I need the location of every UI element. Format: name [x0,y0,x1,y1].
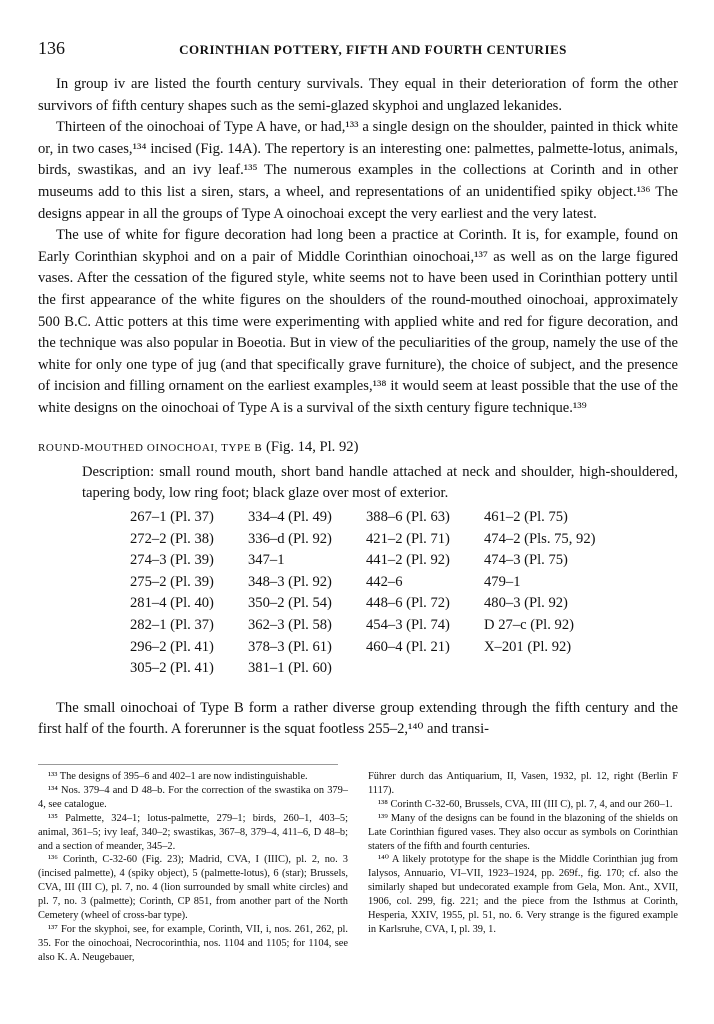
running-title: CORINTHIAN POTTERY, FIFTH AND FOURTH CENTURIES [179,42,567,57]
catalogue-entry: 334–4 (Pl. 49) [248,509,332,526]
catalogue-grid [130,507,678,680]
catalogue-entry [366,658,484,680]
catalogue-entry: 474–3 (Pl. 75) [484,552,568,569]
page [38,38,678,741]
catalogue-entry: 348–3 (Pl. 92) [248,573,332,590]
paragraph: Thirteen of the oinochoai of Type A have, or had,¹³³ a single design on the shoulder, painted in thick white or, in two cases,¹³⁴ incised (Fig. 14A). The repertory is an interesting one: palmettes, palmette-lotus, animals, birds, swastikas, and an ivy leaf.¹³⁵ The numerous examples in the collections at Corinth and in other museums add to this list a siren, stars, a wheel, and representations of an unidentified spiky object.¹³⁶ The designs appear in all the groups of Type A oinochoai except the very earliest and the very latest. [38,119,678,222]
catalogue-entry: 441–2 (Pl. 92) [366,552,450,569]
section-heading [38,437,678,460]
catalogue-entry: 350–2 (Pl. 54) [248,595,332,612]
catalogue-entry: D 27–c (Pl. 92) [484,617,574,634]
catalogue-entry: 275–2 (Pl. 39) [130,573,214,590]
catalogue-entry: 461–2 (Pl. 75) [484,509,568,526]
catalogue-entry: 336–d (Pl. 92) [248,530,332,547]
footnote: ¹⁴⁰ A likely prototype for the shape is the Middle Corinthian jug from Ialysos, Annuario, VI–VII, 1923–1924, pp. 269f., fig. 170; cf. also the similarly shaped but undecorated example from Gela, Mon. Ant., XVII, 1906, col. 299, fig. 221; and the piece from the Isthmus at Corinth, Hesperia, XXIV, 1955, pl. 51, no. 6. Very strange is the figured example in Karlsruhe, CVA, I, pl. 39, 1. [368,854,678,935]
continuation-text [38,698,678,741]
catalogue-entry: 347–1 [248,552,285,569]
catalogue-entry: X–201 (Pl. 92) [484,638,572,655]
footnote: ¹³⁴ Nos. 379–4 and D 48–b. For the correction of the swastika on 379–4, see catalogue. [38,784,348,810]
footnotes-right-column [368,770,678,965]
paragraph: In group iv are listed the fourth century survivals. They equal in their deterioration of form the other survivors of fifth century shapes such as the semi-glazed skyphoi and unglazed lekanides. [38,76,678,114]
catalogue-entry: 479–1 [484,573,521,590]
catalogue-entry: 296–2 (Pl. 41) [130,638,214,655]
catalogue-entry: 454–3 (Pl. 74) [366,617,450,634]
section-description: Description: small round mouth, short band handle attached at neck and shoulder, high-shouldered, tapering body, low ring foot; black glaze over most of exterior. [82,464,678,501]
catalogue-entry: 272–2 (Pl. 38) [130,530,214,547]
main-text [38,74,678,420]
catalogue-entry: 267–1 (Pl. 37) [130,509,214,526]
catalogue-entry: 388–6 (Pl. 63) [366,509,450,526]
paragraph: The use of white for figure decoration had long been a practice at Corinth. It is, for example, found on Early Corinthian skyphoi and on a pair of Middle Corinthian oinochoai,¹³⁷ as well as on the large figured vases. After the cessation of the figured style, white seems not to have been used in Corinthian pottery until the first appearance of the white figures on the shoulders of the round-mouthed oinochoai, approximately 500 B.C. Attic potters at this time were experimenting with applied white and red for figure decoration, and the technique was also popular in Boeotia. But in view of the peculiarities of the group, namely the use of the white for only one type of jug (and that specifically grave furniture), the choice of subject, and the presence of incision and filling ornament on the earliest examples,¹³⁸ it would seem at least possible that the use of the white designs on the oinochoai of Type A is a survival of the sixth century figure technique.¹³⁹ [38,227,678,416]
catalogue-entry: 480–3 (Pl. 92) [484,595,568,612]
catalogue-entry: 448–6 (Pl. 72) [366,595,450,612]
paragraph: The small oinochoai of Type B form a rather diverse group extending through the fifth century and the first half of the fourth. A forerunner is the squat footless 255–2,¹⁴⁰ and transi- [38,699,678,738]
running-header [38,38,678,62]
catalogue-entry: 282–1 (Pl. 37) [130,617,214,634]
footnotes [38,770,678,965]
footnote-continuation: Führer durch das Antiquarium, II, Vasen, 1932, pl. 12, right (Berlin F 1117). [368,771,678,796]
catalogue-entry: 362–3 (Pl. 58) [248,617,332,634]
footnote-rule [38,764,338,765]
footnote: ¹³⁹ Many of the designs can be found in the blazoning of the shields on Late Corinthian figured vases. They also occur as symbols on Corinthian staters of the fifth and fourth centuries. [368,812,678,852]
catalogue-entry [484,658,614,680]
catalogue-entry: 442–6 [366,573,403,590]
catalogue-entry: 381–1 (Pl. 60) [248,660,332,677]
catalogue-entry: 281–4 (Pl. 40) [130,595,214,612]
catalogue-entry: 274–3 (Pl. 39) [130,552,214,569]
footnote: ¹³⁸ Corinth C-32-60, Brussels, CVA, III (III C), pl. 7, 4, and our 260–1. [378,798,673,810]
footnote: ¹³⁶ Corinth, C-32-60 (Fig. 23); Madrid, CVA, I (IIIC), pl. 2, no. 3 (incised palmette), 4 (spiky object), 5 (palmette-lotus), 6 (star); Brussels, CVA, III (III C), pl. 7, no. 4 (lion surrounded by small white circles) and pl. 7, no. 3 (palmette); Corinth, CP 851, from another part of the North Cemetery (wheel of cross-bar type). [38,854,348,922]
footnote: ¹³⁵ Palmette, 324–1; lotus-palmette, 279–1; birds, 260–1, 403–5; animal, 361–5; ivy leaf, 340–2; swastikas, 367–8, 379–4, 411–6, D 48–b; and a section of meander, 345–2. [38,812,348,852]
section-title: ROUND-MOUTHED OINOCHOAI, TYPE B [38,441,263,454]
footnote: ¹³³ The designs of 395–6 and 402–1 are now indistinguishable. [48,771,308,782]
catalogue-entry: 474–2 (Pls. 75, 92) [484,530,596,547]
page-number: 136 [38,38,65,58]
catalogue-entry: 305–2 (Pl. 41) [130,660,214,677]
catalogue-entry: 460–4 (Pl. 21) [366,638,450,655]
footnote: ¹³⁷ For the skyphoi, see, for example, Corinth, VII, i, nos. 261, 262, pl. 35. For the oinochoai, Necrocorinthia, nos. 1104 and 1105; for 1104, see also K. A. Neugebauer, [38,923,348,963]
catalogue-entry: 421–2 (Pl. 71) [366,530,450,547]
section-figure-ref: (Fig. 14, Pl. 92) [266,438,359,455]
catalogue-entry: 378–3 (Pl. 61) [248,638,332,655]
footnotes-left-column [38,770,348,965]
